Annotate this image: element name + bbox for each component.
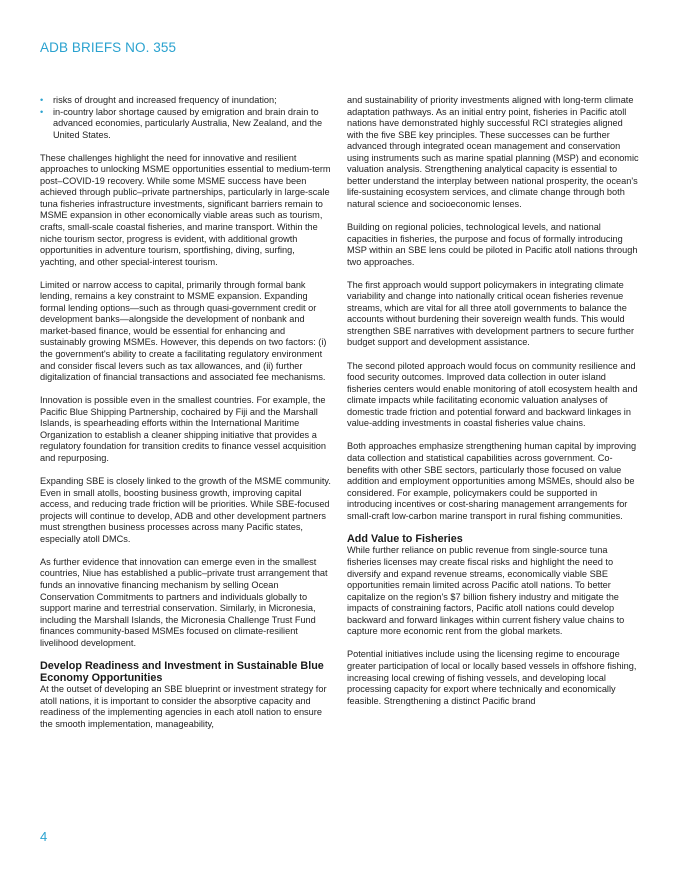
paragraph: and sustainability of priority investments aligned with long-term climate adaptation pathways. As an initial entry point, fisheries in Pacific atoll nations have demonstrated highly successful RCI strategies aligned with the five SBE key principles. These successes can be further advanced through integrated ocean management and conservation using instruments such as marine spatial planning (MSP) and economic valuation analysis. Strengthening analytical capacity is essential to better understand the interplay between national prosperity, the ocean's life-sustaining ecosystem services, and climate change through both natural science and socioeconomic lenses.	[347, 95, 639, 209]
paragraph: Potential initiatives include using the licensing regime to encourage greater participation of local or locally based vessels in offshore fishing, increasing local crewing of fishing vessels, and developing local processing capacity for export where technically and economically feasible. Strengthening a distinct Pacific brand	[347, 649, 637, 706]
paragraph: While further reliance on public revenue from single-source tuna fisheries licenses may create fiscal risks and highlight the need to diversify and expand revenue streams, economically viable SBE opportunities remain limited across Pacific atoll nations. To better capitalize on the region's $7 billion fishery industry and mitigate the impacts of constraining factors, Pacific atoll nations could develop backward and forward linkages within current fishery value chains to capture more economic rent from the global markets.	[347, 545, 625, 637]
paragraph: These challenges highlight the need for innovative and resilient approaches to unlocking MSME opportunities essential to medium-term post–COVID-19 recovery. While some MSME success have been achieved through public–private partnerships, particularly in large-scale tuna fisheries infrastructure investments, significant barriers remain to MSME expansion in other economically viable areas such as tourism, crafts, small-scale coastal fisheries, and marine transport. Within the niche tourism sector, progress is evident, with additional growth opportunities in adventure tourism, sportfishing, diving, surfing, yachting, and other special-interest tourism.	[40, 152, 331, 267]
paragraph: Innovation is possible even in the smallest countries. For example, the Pacific Blue Shipping Partnership, cochaired by Fiji and the Marshall Islands, is spearheading efforts within the International Maritime Organization to establish a cleaner shipping initiative that provides a regulatory foundation for transition credits to finance vessel acquisition and repurposing.	[40, 395, 326, 463]
list-item: • risks of drought and increased frequency of inundation;	[40, 95, 277, 105]
paragraph: The first approach would support policymakers in integrating climate variability and change into nationally critical ocean fisheries revenue streams, which are vital for all three atoll governments to balance the accounts without burdening their sovereign wealth funds. This would strengthen SBE narratives with development partners to secure further budget support and development assistance.	[347, 279, 635, 348]
page-number: 4	[40, 829, 48, 844]
section-heading: Add Value to Fisheries	[347, 532, 463, 545]
bullet-list	[40, 95, 332, 141]
bullet-icon: •	[40, 106, 44, 117]
paragraph: The second piloted approach would focus on community resilience and food security outcomes. Improved data collection in outer island fisheries centers would enable monitoring of atoll ecosystem health and climate impacts while facilitating economic valuation analyses of domestic trade friction and potential forward and backward linkages in value-adding investments in coastal fisheries value chains.	[347, 360, 638, 429]
list-item: • in-country labor shortage caused by emigration and brain drain to advanced economies, particularly Australia, New Zealand, and the United States.	[40, 106, 323, 140]
bullet-icon: •	[40, 95, 44, 105]
section-heading: Develop Readiness and Investment in Sustainable Blue Economy Opportunities	[40, 659, 324, 684]
publication-header: ADB BRIEFS NO. 355	[40, 40, 177, 55]
paragraph: Limited or narrow access to capital, primarily through formal bank lending, remains a key constraint to MSME expansion. Expanding formal lending options—such as through quasi-government credit or development banks—alongside the development of nonbank and market-based finance, would be essential for enhancing and sustainably growing MSMEs. However, this depends on two factors: (i) the government's ability to create a facilitating regulatory environment and consider fiscal levers such as tax allowances, and (ii) further digitalization of financial transactions and associated fee mechanisms.	[40, 279, 327, 383]
paragraph: Building on regional policies, technological levels, and national capacities in fisheries, the purpose and focus of formally introducing MSP within an SBE lens could be piloted in Pacific atoll nations through two approaches.	[347, 222, 638, 267]
paragraph: Expanding SBE is closely linked to the growth of the MSME community. Even in small atolls, boosting business growth, improving capital access, and reducing trade friction will be priorities. While SBE-focused projects will continue to develop, ADB and other development partners must strengthen business processes across many Pacific states, especially atoll DMCs.	[40, 476, 331, 544]
paragraph: At the outset of developing an SBE blueprint or investment strategy for atoll nations, it is important to consider the absorptive capacity and readiness of the implementing agencies in each atoll nation to ensure the smooth implementation, manageability,	[40, 684, 327, 729]
paragraph: Both approaches emphasize strengthening human capital by improving data collection and statistical capabilities across government. Co-benefits with other SBE sectors, particularly those focused on value addition and employment opportunities among MSMEs, should also be considered. For example, policymakers could be supported in introducing incentives or cost-sharing management arrangements for small-craft low-carbon marine transport in rural fishing communities.	[347, 441, 637, 521]
right-column	[347, 95, 639, 719]
paragraph: As further evidence that innovation can emerge even in the smallest countries, Niue has established a public–private trust arrangement that funds an innovative financing mechanism by selling Ocean Conservation Commitments to partners and individuals globally to support marine and terrestrial conservation. Similarly, in Micronesia, including the Marshall Islands, the Micronesia Challenge Trust Fund finances community-based MSMEs focused on climate-resilient livelihood development.	[40, 556, 328, 648]
left-column	[40, 95, 332, 742]
